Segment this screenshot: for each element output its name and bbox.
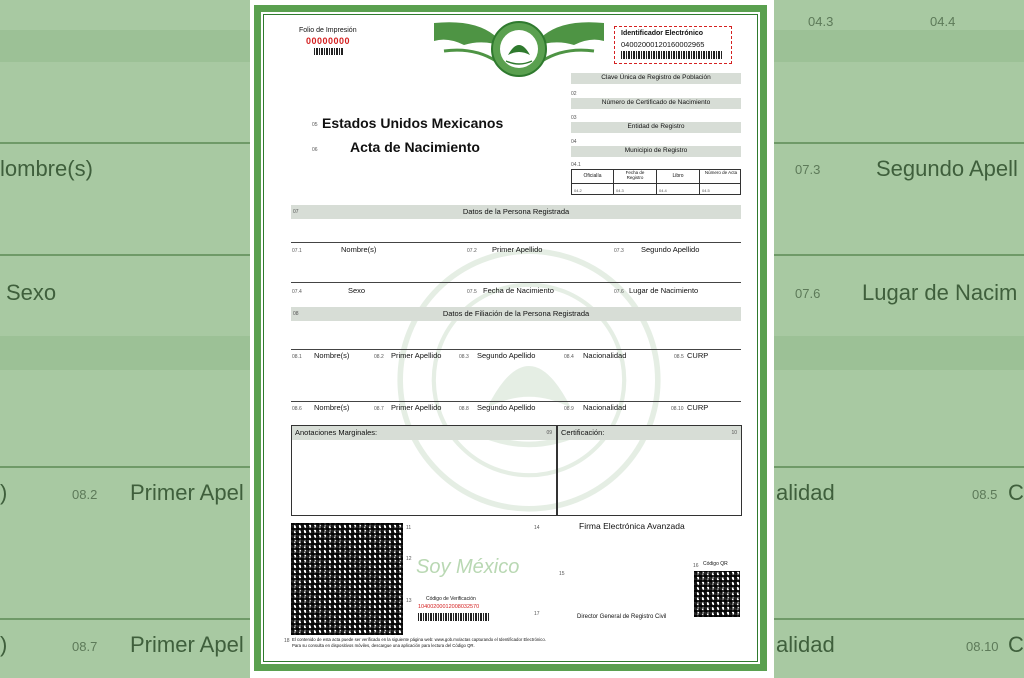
field-number: 09	[546, 430, 552, 436]
bg-label: Lugar de Nacim	[862, 280, 1018, 305]
label-segundo-apellido: Segundo Apellido	[641, 245, 700, 254]
green-border	[254, 5, 767, 671]
field-number: 12	[406, 556, 412, 562]
field-number: 13	[406, 598, 412, 604]
bg-label: alidad	[776, 632, 835, 657]
field-number: 08.4	[564, 354, 574, 360]
footer-note-line1: El contenido de esta acta puede ser verificado en la siguiente página web: www.gob.mx/actas capturando el Identificador Electrónico.	[292, 637, 546, 642]
electronic-id-value: 04002000120160002965	[621, 40, 705, 49]
divider	[291, 242, 741, 243]
bg-label: C	[1008, 632, 1024, 657]
certificacion-header-bar	[558, 426, 741, 440]
registry-col-header: Fecha de Registro	[625, 170, 645, 180]
bg-num: 08.2	[72, 487, 98, 502]
field-number: 14	[534, 525, 540, 531]
bg-num: 04.4	[930, 14, 956, 29]
label-primer-apellido: Primer Apellido	[492, 245, 543, 254]
field-number: 08.7	[374, 406, 384, 412]
field-number: 07.5	[467, 289, 477, 295]
bg-num: 08.5	[972, 487, 998, 502]
field-number: 17	[534, 611, 540, 617]
registry-col-header: Número de Acta	[704, 170, 738, 175]
field-number: 07.1	[292, 248, 302, 254]
bg-num: 07.3	[795, 162, 821, 177]
bg-label: )	[0, 632, 8, 657]
electronic-id-box	[614, 26, 732, 64]
document-title: Acta de Nacimiento	[350, 139, 480, 155]
certificacion-box	[557, 425, 742, 516]
verification-barcode	[418, 613, 490, 621]
field-number: 04.1	[571, 162, 581, 168]
folio-label: Folio de Impresión	[299, 27, 357, 34]
label-sexo: Sexo	[348, 286, 366, 295]
folio-barcode	[314, 48, 344, 55]
label-madre-primer-apellido: Primer Apellido	[391, 403, 442, 412]
bg-label: Primer Apel	[130, 480, 244, 505]
label-padre-nombres: Nombre(s)	[314, 351, 350, 360]
anotaciones-label: Anotaciones Marginales:	[295, 428, 378, 437]
field-number: 03	[571, 115, 577, 121]
label-padre-nacionalidad: Nacionalidad	[583, 351, 627, 360]
registry-col-header: Oficialía	[583, 173, 602, 179]
field-number: 05	[312, 122, 318, 128]
qr-code-large	[291, 523, 403, 635]
bg-label: alidad	[776, 480, 835, 505]
certificacion-label: Certificación:	[561, 428, 605, 437]
country-title: Estados Unidos Mexicanos	[322, 115, 504, 131]
divider	[291, 282, 741, 283]
bg-label: C	[1008, 480, 1024, 505]
label-madre-nombres: Nombre(s)	[314, 403, 350, 412]
field-number: 04.3	[616, 188, 624, 193]
bg-num: 07.6	[795, 286, 821, 301]
field-number: 08.3	[459, 354, 469, 360]
label-padre-curp: CURP	[687, 351, 709, 360]
field-number: 18	[284, 638, 290, 644]
bg-num: 04.3	[808, 14, 834, 29]
label-lugar-nacimiento: Lugar de Nacimiento	[629, 286, 699, 295]
qr-code-small	[694, 571, 740, 617]
registry-table	[571, 169, 741, 195]
soy-mexico-watermark: Soy México	[416, 556, 520, 578]
footer-note-line2: Para su consulta en dispositivos móviles, descargue una aplicación para lectura del Código QR.	[292, 643, 475, 648]
field-number: 08.1	[292, 354, 302, 360]
cert-header-bar	[571, 98, 741, 109]
field-number: 02	[571, 91, 577, 97]
registry-col-header: Libro	[672, 173, 684, 179]
field-number: 07.6	[614, 289, 624, 295]
bg-label: Sexo	[6, 280, 57, 305]
anotaciones-box	[291, 425, 557, 516]
field-number: 07.2	[467, 248, 477, 254]
bg-num: 08.7	[72, 639, 98, 654]
persona-header-bar	[291, 205, 741, 219]
director-label: Director General de Registro Civil	[577, 614, 667, 620]
field-number: 08.2	[374, 354, 384, 360]
birth-certificate	[250, 0, 774, 678]
folio-value: 00000000	[306, 36, 351, 46]
bg-label: lombre(s)	[0, 156, 93, 181]
label-madre-curp: CURP	[687, 403, 709, 412]
curp-header-bar	[571, 73, 741, 84]
verification-code: 10400200012008032570	[418, 604, 480, 610]
firma-label: Firma Electrónica Avanzada	[579, 521, 685, 531]
field-number: 08.10	[671, 406, 684, 412]
field-number: 16	[693, 563, 699, 569]
field-number: 04.2	[574, 188, 582, 193]
verification-label: Código de Verificación	[426, 596, 476, 602]
field-number: 07	[293, 209, 299, 215]
bg-label: )	[0, 480, 8, 505]
divider	[291, 401, 741, 402]
label-madre-nacionalidad: Nacionalidad	[583, 403, 627, 412]
qr-label: Código QR	[703, 561, 728, 567]
field-number: 04.5	[702, 188, 710, 193]
field-number: 08.8	[459, 406, 469, 412]
entidad-header-bar	[571, 122, 741, 133]
field-number: 15	[559, 571, 565, 577]
entidad-header: Entidad de Registro	[627, 123, 685, 130]
label-padre-primer-apellido: Primer Apellido	[391, 351, 442, 360]
label-fecha-nacimiento: Fecha de Nacimiento	[483, 286, 554, 295]
label-padre-segundo-apellido: Segundo Apellido	[477, 351, 536, 360]
bg-num: 08.10	[966, 639, 999, 654]
municipio-header-bar	[571, 146, 741, 157]
bg-label: Segundo Apell	[876, 156, 1018, 181]
filiacion-header: Datos de Filiación de la Persona Registrada	[442, 309, 590, 318]
field-number: 10	[731, 430, 737, 436]
field-number: 07.4	[292, 289, 302, 295]
label-madre-segundo-apellido: Segundo Apellido	[477, 403, 536, 412]
field-number: 11	[406, 525, 412, 531]
field-number: 06	[312, 147, 318, 153]
bg-label: Primer Apel	[130, 632, 244, 657]
field-number: 07.3	[614, 248, 624, 254]
cert-header: Número de Certificado de Nacimiento	[601, 99, 711, 106]
field-number: 08.5	[674, 354, 684, 360]
field-number: 04	[571, 139, 577, 145]
persona-header: Datos de la Persona Registrada	[462, 207, 570, 216]
filiacion-header-bar	[291, 307, 741, 321]
electronic-id-barcode	[621, 51, 723, 59]
electronic-id-label: Identificador Electrónico	[621, 30, 704, 37]
field-number: 08	[293, 311, 299, 317]
divider	[291, 349, 741, 350]
curp-header: Clave Única de Registro de Población	[601, 74, 711, 81]
anotaciones-header-bar	[292, 426, 556, 440]
label-nombres: Nombre(s)	[341, 245, 377, 254]
field-number: 04.4	[659, 188, 667, 193]
field-number: 08.9	[564, 406, 574, 412]
municipio-header: Municipio de Registro	[624, 147, 688, 154]
field-number: 08.6	[292, 406, 302, 412]
inner-border	[263, 14, 758, 662]
